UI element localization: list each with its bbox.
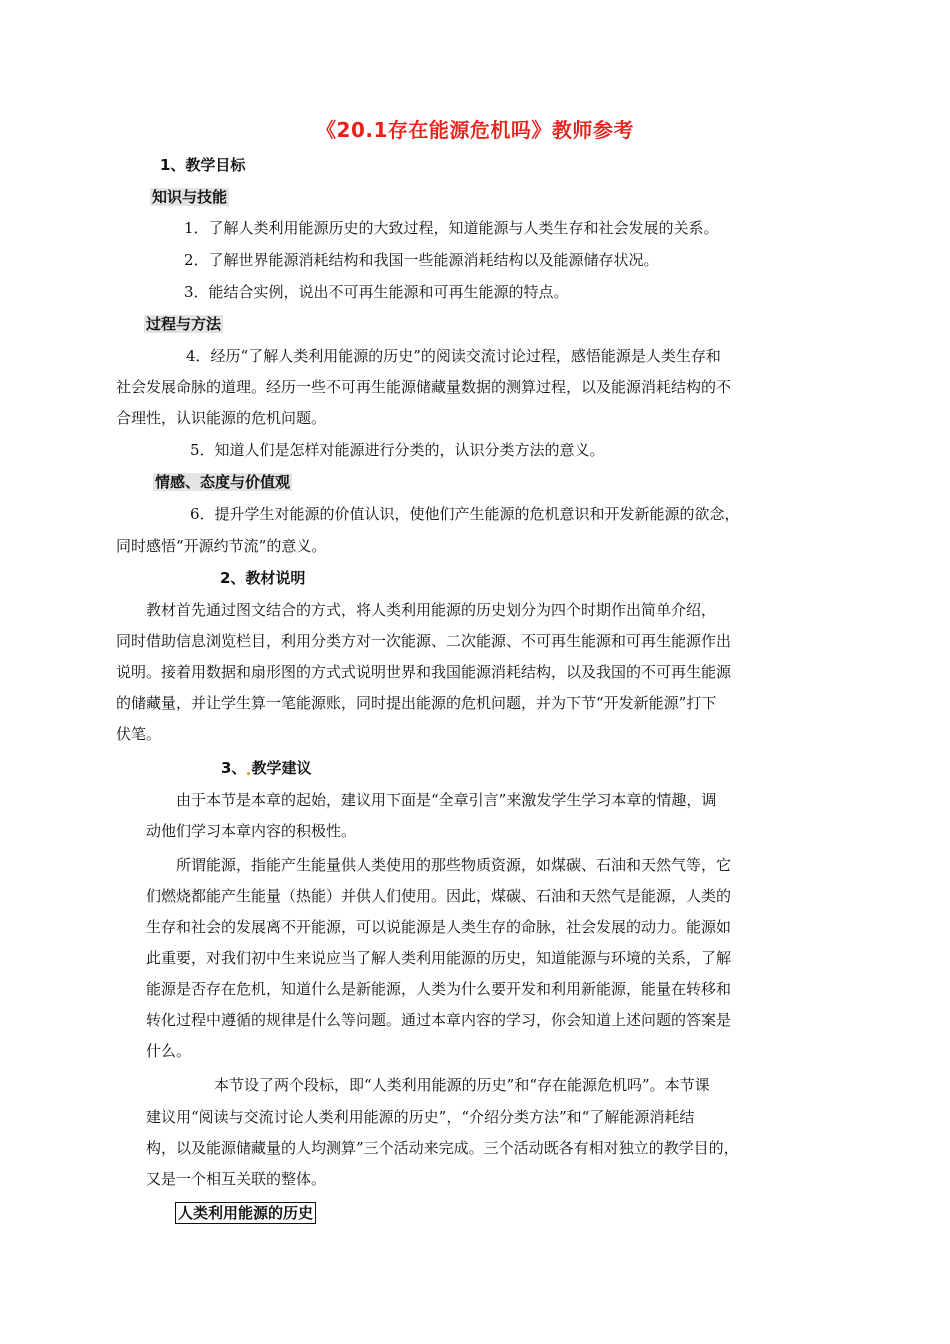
section-heading-suggestions-prefix: 3、 [221, 759, 247, 777]
suggestion-para1-line-1: 由于本节是本章的起始，建议用下面是“全章引言”来激发学生学习本章的情趣，调 [176, 791, 717, 809]
textbook-para-line-3: 说明。接着用数据和扇形图的方式式说明世界和我国能源消耗结构，以及我国的不可再生能源 [116, 663, 732, 681]
suggestion-para3-line-4: 又是一个相互关联的整体。 [146, 1170, 327, 1188]
section-heading-textbook: 2、教材说明 [220, 569, 306, 587]
subheading-attitudes-values-text: 情感、态度与价值观 [155, 473, 291, 491]
goal-item-4-line-1: 4．经历“了解人类利用能源的历史”的阅读交流讨论过程，感悟能源是人类生存和 [186, 347, 721, 365]
suggestion-para2-line-5: 能源是否存在危机，知道什么是新能源，人类为什么要开发和利用新能源，能量在转移和 [146, 980, 732, 998]
subheading-process-methods-text: 过程与方法 [146, 315, 222, 333]
document-title: 《20.1存在能源危机吗》教师参考 [316, 118, 634, 142]
textbook-para-line-2: 同时借助信息浏览栏目，利用分类方对一次能源、二次能源、不可再生能源和可再生能源作出 [116, 632, 732, 650]
suggestion-para2-line-4: 此重要，对我们初中生来说应当了解人类利用能源的历史，知道能源与环境的关系，了解 [146, 949, 732, 967]
suggestion-para2-line-1: 所谓能源，指能产生能量供人类使用的那些物质资源，如煤碳、石油和天然气等，它 [176, 856, 732, 874]
goal-item-4-line-2: 社会发展命脉的道理。经历一些不可再生能源储藏量数据的测算过程，以及能源消耗结构的不 [116, 378, 732, 396]
textbook-para-line-5: 伏笔。 [116, 725, 162, 743]
textbook-para-line-1: 教材首先通过图文结合的方式，将人类利用能源的历史划分为四个时期作出简单介绍， [146, 601, 717, 619]
suggestion-para2-line-2: 们燃烧都能产生能量（热能）并供人们使用。因此，煤碳、石油和天然气是能源，人类的 [146, 887, 732, 905]
subheading-knowledge-skills-text: 知识与技能 [152, 188, 228, 206]
goal-item-5: 5．知道人们是怎样对能源进行分类的，认识分类方法的意义。 [190, 441, 605, 459]
goal-item-6-line-2: 同时感悟“开源约节流”的意义。 [116, 537, 327, 555]
mark-dot [247, 772, 250, 775]
subheading-knowledge-skills [150, 186, 229, 208]
suggestion-para3-line-2: 建议用“阅读与交流讨论人类利用能源的历史”，“介绍分类方法”和“了解能源消耗结 [146, 1108, 695, 1126]
goal-item-3: 3．能结合实例，说出不可再生能源和可再生能源的特点。 [184, 283, 569, 301]
goal-item-4-line-3: 合理性，认识能源的危机问题。 [116, 409, 327, 427]
boxed-subheading-history [175, 1202, 316, 1224]
suggestion-para2-line-3: 生存和社会的发展离不开能源，可以说能源是人类生存的命脉，社会发展的动力。能源如 [146, 918, 732, 936]
goal-item-2: 2．了解世界能源消耗结构和我国一些能源消耗结构以及能源储存状况。 [184, 251, 659, 269]
suggestion-para2-line-7: 什么。 [146, 1042, 192, 1060]
section-heading-suggestions [221, 757, 311, 779]
goal-item-1: 1．了解人类利用能源历史的大致过程，知道能源与人类生存和社会发展的关系。 [184, 219, 719, 237]
suggestion-para3-line-1: 本节设了两个段标，即“人类利用能源的历史”和“存在能源危机吗”。本节课 [214, 1076, 710, 1094]
suggestion-para3-line-3: 构，以及能源储藏量的人均测算”三个活动来完成。三个活动既各有相对独立的教学目的， [146, 1139, 739, 1157]
goal-item-6-line-1: 6．提升学生对能源的价值认识，使他们产生能源的危机意识和开发新能源的欲念， [190, 505, 740, 523]
boxed-subheading-history-text: 人类利用能源的历史 [175, 1202, 316, 1224]
section-heading-goals: 1、教学目标 [160, 156, 246, 174]
section-heading-suggestions-text: 教学建议 [251, 759, 312, 777]
subheading-attitudes-values [153, 471, 292, 493]
suggestion-para1-line-2: 动他们学习本章内容的积极性。 [146, 822, 357, 840]
suggestion-para2-line-6: 转化过程中遵循的规律是什么等问题。通过本章内容的学习，你会知道上述问题的答案是 [146, 1011, 732, 1029]
textbook-para-line-4: 的储藏量，并让学生算一笔能源账，同时提出能源的危机问题，并为下节“开发新能源”打下 [116, 694, 717, 712]
subheading-process-methods [144, 313, 223, 335]
